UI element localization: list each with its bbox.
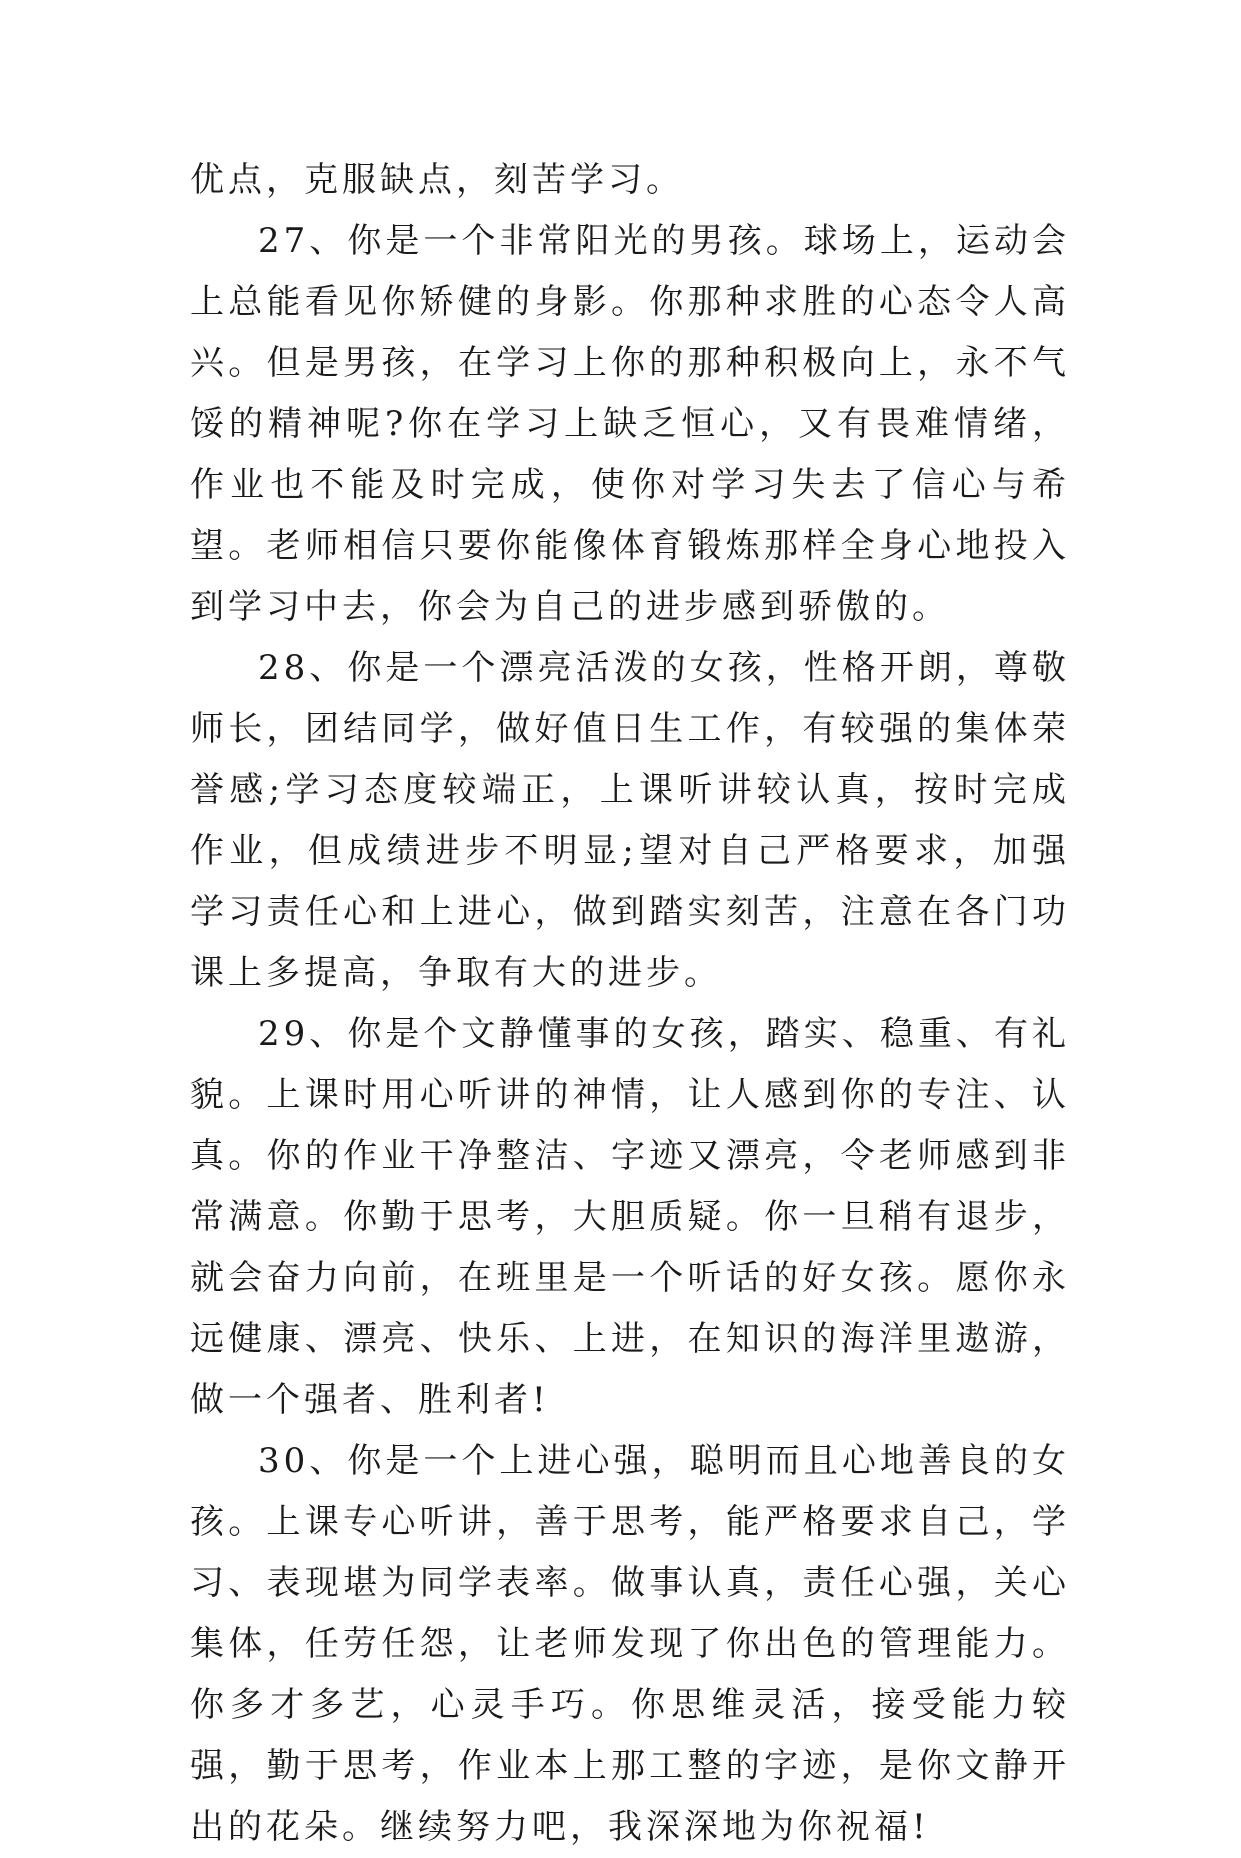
paragraph-continuation: 优点，克服缺点，刻苦学习。 <box>190 160 684 200</box>
paragraph-comment-28: 28、你是一个漂亮活泼的女孩，性格开朗，尊敬师长，团结同学，做好值日生工作，有较强的集体荣誉感;学习态度较端正，上课听讲较认真，按时完成作业，但成绩进步不明显;望对自己严格要求，加强学习责任心和上进心，做到踏实刻苦，注意在各门功课上多提高，争取有大的进步。 <box>190 648 1070 993</box>
paragraph-comment-27: 27、你是一个非常阳光的男孩。球场上，运动会上总能看见你矫健的身影。你那种求胜的心态令人高兴。但是男孩，在学习上你的那种积极向上，永不气馁的精神呢?你在学习上缺乏恒心，又有畏难情绪，作业也不能及时完成，使你对学习失去了信心与希望。老师相信只要你能像体育锻炼那样全身心地投入到学习中去，你会为自己的进步感到骄傲的。 <box>190 221 1070 627</box>
paragraph-comment-30: 30、你是一个上进心强，聪明而且心地善良的女孩。上课专心听讲，善于思考，能严格要求自己，学习、表现堪为同学表率。做事认真，责任心强，关心集体，任劳任怨，让老师发现了你出色的管理能力。你多才多艺，心灵手巧。你思维灵活，接受能力较强，勤于思考，作业本上那工整的字迹，是你文静开出的花朵。继续努力吧，我深深地为你祝福! <box>190 1441 1070 1847</box>
document-body <box>190 150 1070 1858</box>
paragraph-comment-29: 29、你是个文静懂事的女孩，踏实、稳重、有礼貌。上课时用心听讲的神情，让人感到你的专注、认真。你的作业干净整洁、字迹又漂亮，令老师感到非常满意。你勤于思考，大胆质疑。你一旦稍有退步，就会奋力向前，在班里是一个听话的好女孩。愿你永远健康、漂亮、快乐、上进，在知识的海洋里遨游，做一个强者、胜利者! <box>190 1014 1070 1420</box>
